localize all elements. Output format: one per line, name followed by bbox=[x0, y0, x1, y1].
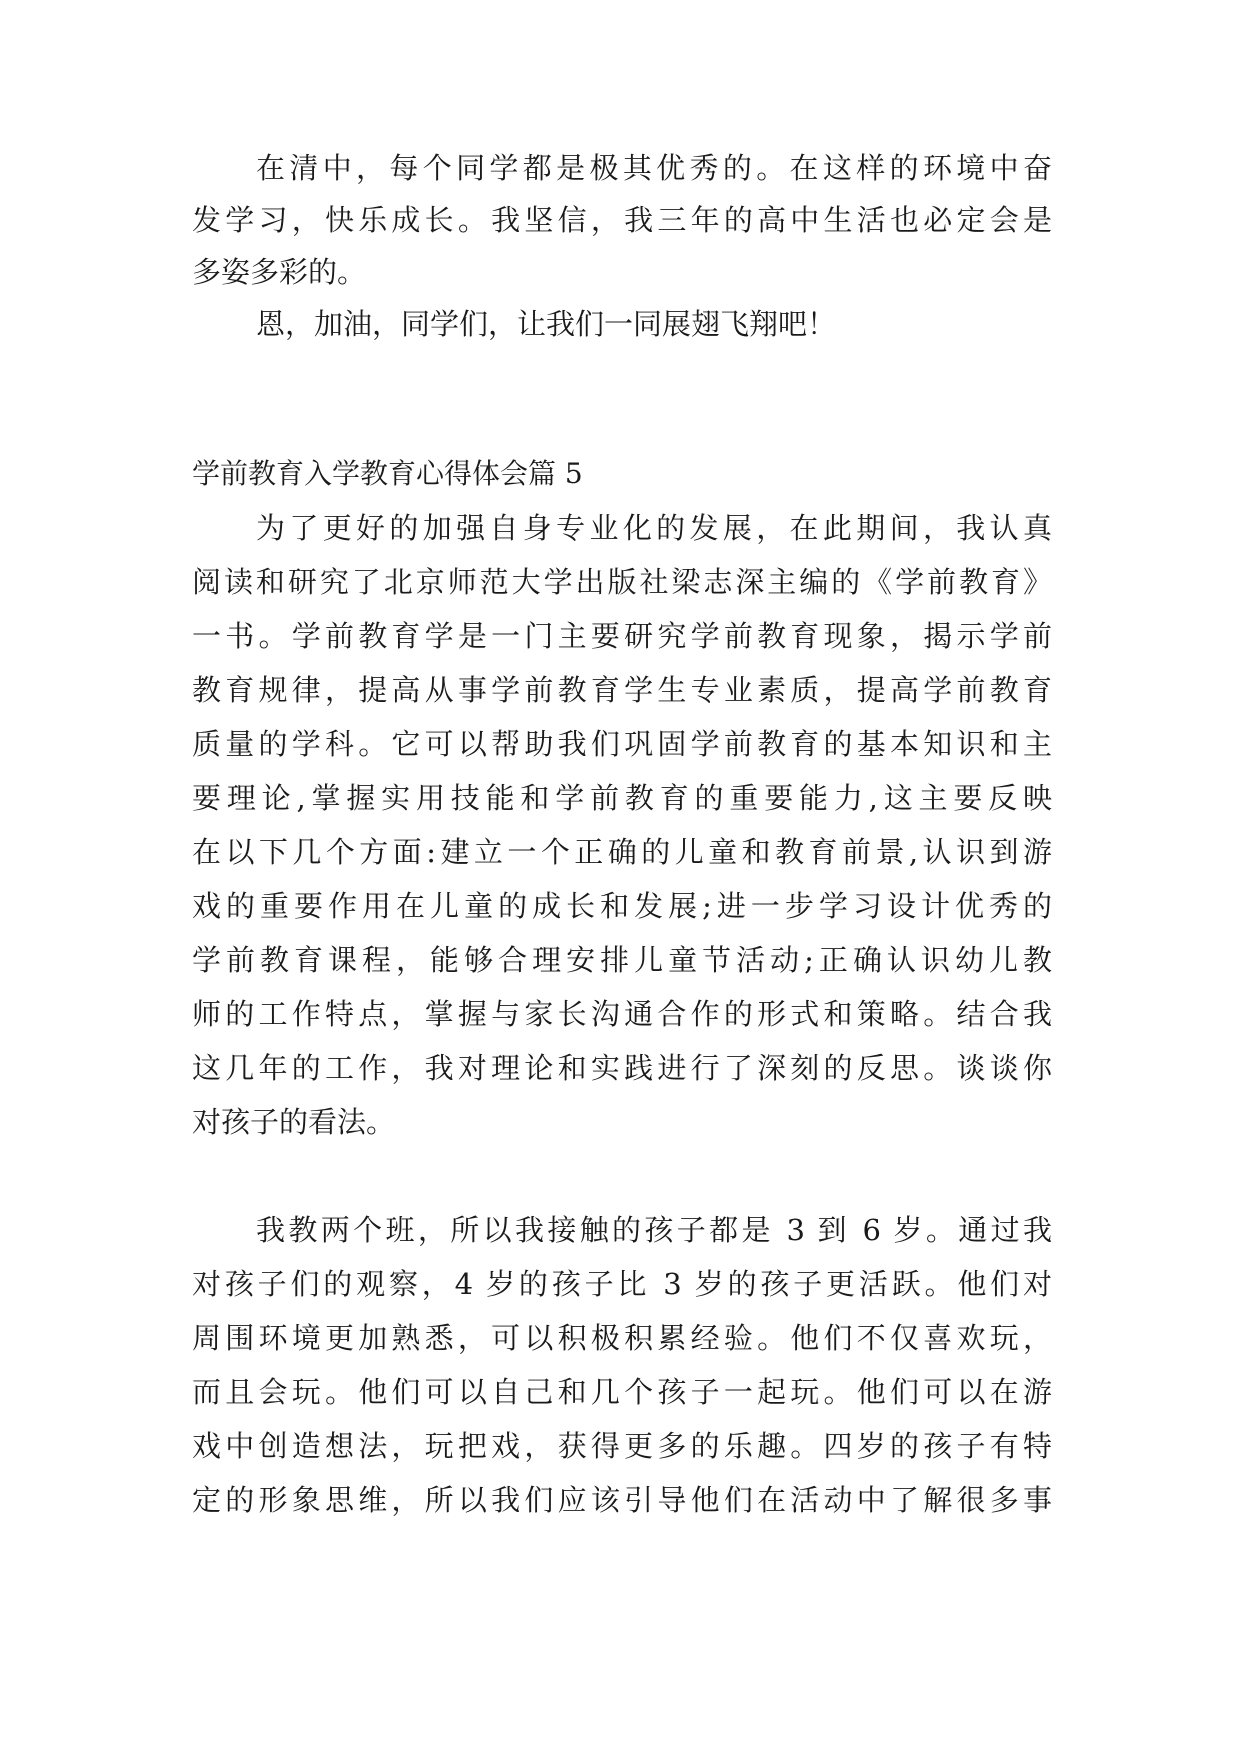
section-paragraph-2-line-5: 戏中创造想法，玩把戏，获得更多的乐趣。四岁的孩子有特 bbox=[192, 1429, 1052, 1463]
section-paragraph-1-line-1: 为了更好的加强自身专业化的发展，在此期间，我认真 bbox=[256, 511, 1052, 545]
section-paragraph-1-line-4: 教育规律，提高从事学前教育学生专业素质，提高学前教育 bbox=[192, 673, 1052, 707]
paragraph-2-line-1: 恩，加油，同学们，让我们一同展翅飞翔吧！ bbox=[256, 307, 837, 341]
section-paragraph-1-line-6: 要理论,掌握实用技能和学前教育的重要能力,这主要反映 bbox=[192, 781, 1052, 815]
section-paragraph-2-line-6: 定的形象思维，所以我们应该引导他们在活动中了解很多事 bbox=[192, 1483, 1052, 1517]
section-paragraph-2-line-4: 而且会玩。他们可以自己和几个孩子一起玩。他们可以在游 bbox=[192, 1375, 1052, 1409]
section-heading: 学前教育入学教育心得体会篇 5 bbox=[192, 457, 583, 490]
paragraph-1-line-1: 在清中，每个同学都是极其优秀的。在这样的环境中奋 bbox=[256, 151, 1052, 185]
section-paragraph-1-line-3: 一书。学前教育学是一门主要研究学前教育现象，揭示学前 bbox=[192, 619, 1052, 653]
section-paragraph-1-line-12: 对孩子的看法。 bbox=[192, 1105, 396, 1139]
section-paragraph-2-line-1: 我教两个班，所以我接触的孩子都是 3 到 6 岁。通过我 bbox=[256, 1213, 1052, 1247]
section-paragraph-2-line-3: 周围环境更加熟悉，可以积极积累经验。他们不仅喜欢玩， bbox=[192, 1321, 1052, 1355]
section-paragraph-2-line-2: 对孩子们的观察，4 岁的孩子比 3 岁的孩子更活跃。他们对 bbox=[192, 1267, 1052, 1301]
section-paragraph-1-line-10: 师的工作特点，掌握与家长沟通合作的形式和策略。结合我 bbox=[192, 997, 1052, 1031]
paragraph-1-line-2: 发学习，快乐成长。我坚信，我三年的高中生活也必定会是 bbox=[192, 203, 1052, 237]
section-paragraph-1-line-2: 阅读和研究了北京师范大学出版社梁志深主编的《学前教育》 bbox=[192, 565, 1052, 599]
paragraph-1-line-3: 多姿多彩的。 bbox=[192, 255, 367, 289]
section-paragraph-1-line-5: 质量的学科。它可以帮助我们巩固学前教育的基本知识和主 bbox=[192, 727, 1052, 761]
section-paragraph-1-line-7: 在以下几个方面:建立一个正确的儿童和教育前景,认识到游 bbox=[192, 835, 1052, 869]
section-paragraph-1-line-9: 学前教育课程，能够合理安排儿童节活动;正确认识幼儿教 bbox=[192, 943, 1052, 977]
section-paragraph-1-line-8: 戏的重要作用在儿童的成长和发展;进一步学习设计优秀的 bbox=[192, 889, 1052, 923]
section-paragraph-1-line-11: 这几年的工作，我对理论和实践进行了深刻的反思。谈谈你 bbox=[192, 1051, 1052, 1085]
